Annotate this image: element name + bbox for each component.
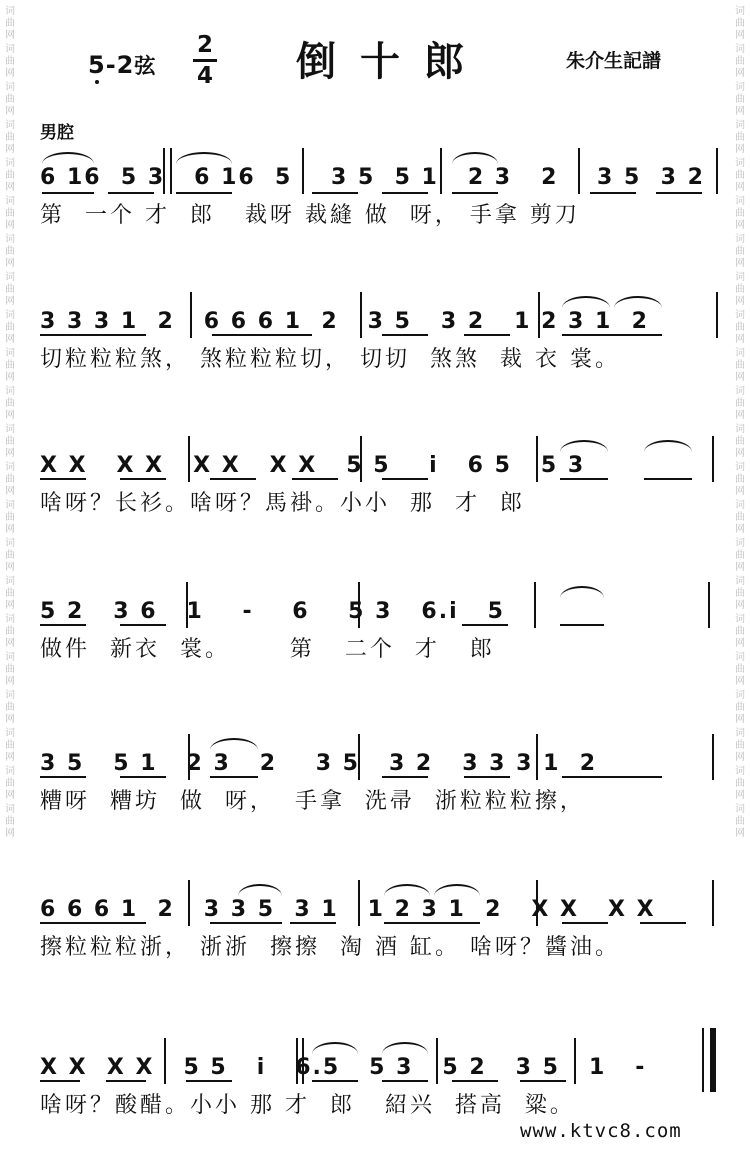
lyrics-line: 擦粒粒粒浙， 浙浙 擦擦 淘 酒 缸。 啥呀？醬油。	[40, 935, 620, 960]
final-barline-thick	[710, 1028, 716, 1092]
lyrics-line: 啥呀？酸醋。小小 那 才 郎 紹兴 搭高 粱。	[40, 1093, 575, 1118]
low-octave-dot	[95, 80, 99, 84]
site-watermark: www.ktvc8.com	[520, 1120, 682, 1142]
lyrics-line: 第 一个 才 郎 裁呀 裁縫 做 呀， 手拿 剪刀	[40, 203, 580, 228]
voice-label: 男腔	[40, 123, 74, 143]
time-bottom: 4	[196, 63, 213, 89]
notes-line: 3 3 3 1 2 6 6 6 1 2 3 5 3 2 1 2 3 1 2	[40, 309, 649, 334]
time-top: 2	[196, 32, 213, 58]
notes-line: 6 16 5 3 6 16 5 3 5 5 1 2 3 2 3 5 3 2	[40, 165, 705, 190]
composer-credit: 朱介生記譜	[566, 50, 662, 72]
time-signature	[193, 32, 217, 89]
song-title: 倒十郎	[296, 38, 488, 85]
watermark-right: 词曲网 词曲网 词曲网 词曲网 词曲网 词曲网 词曲网 词曲网 词曲网 词曲网 词曲网 词曲网 词曲网 词曲网 词曲网 词曲网 词曲网 词曲网 词曲网 词曲网 词曲网 词曲网	[735, 6, 745, 839]
key-signature	[88, 50, 156, 80]
notes-line: 6 6 6 1 2 3 3 5 3 1 1 2 3 1 2 X X X X	[40, 897, 656, 922]
key-value: 5-2	[88, 51, 135, 79]
lyrics-line: 做件 新衣 裳。 第 二个 才 郎	[40, 637, 495, 662]
key-suffix: 弦	[134, 54, 157, 78]
notes-line: 3 5 5 1 2 3 2 3 5 3 2 3 3 3 1 2	[40, 751, 598, 776]
lyrics-line: 糟呀 糟坊 做 呀， 手拿 洗帚 浙粒粒粒擦，	[40, 789, 585, 814]
final-barline-thin	[702, 1028, 704, 1092]
watermark-left: 词曲网 词曲网 词曲网 词曲网 词曲网 词曲网 词曲网 词曲网 词曲网 词曲网 词曲网 词曲网 词曲网 词曲网 词曲网 词曲网 词曲网 词曲网 词曲网 词曲网 词曲网 词曲网	[5, 6, 15, 839]
notes-line: X X X X 5 5 i 6.5 5 3 5 2 3 5 1 -	[40, 1055, 647, 1080]
lyrics-line: 啥呀？长衫。啥呀？馬褂。小小 那 才 郎	[40, 491, 525, 516]
lyrics-line: 切粒粒粒煞， 煞粒粒粒切， 切切 煞煞 裁 衣 裳。	[40, 347, 620, 372]
notes-line: 5 2 3 6 1 - 6 5 3 6.i 5	[40, 599, 505, 624]
notes-line: X X X X X X X X 5 5 i 6 5 5 3	[40, 453, 586, 478]
